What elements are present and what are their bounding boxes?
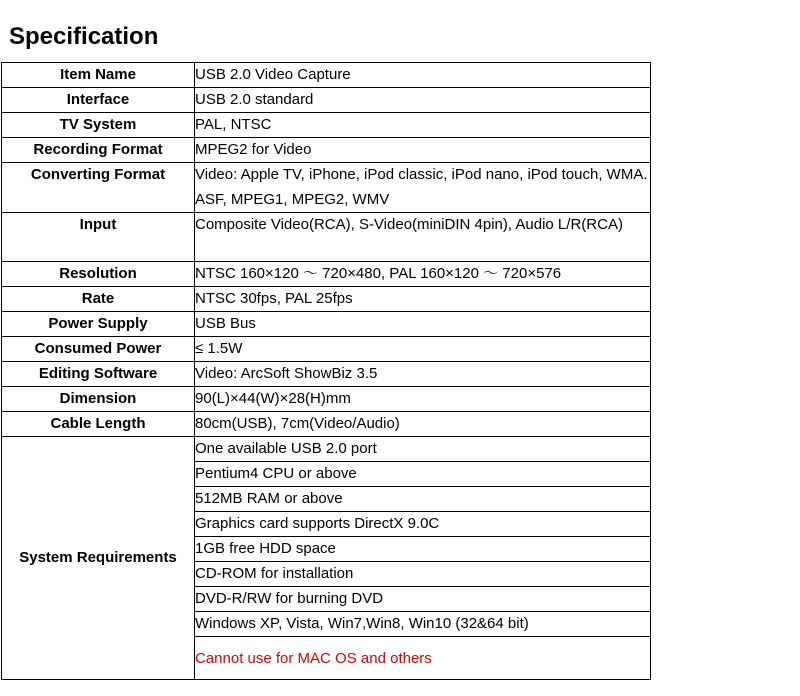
specification-table [1,62,651,680]
table-row [2,113,651,138]
requirement-item: One available USB 2.0 port [195,437,651,462]
requirement-item: DVD-R/RW for burning DVD [195,587,651,612]
spec-value: NTSC 30fps, PAL 25fps [195,287,651,312]
table-row [2,138,651,163]
spec-label: Recording Format [2,138,195,163]
requirement-item: 512MB RAM or above [195,487,651,512]
spec-label: TV System [2,113,195,138]
table-row [2,362,651,387]
system-requirements-label: System Requirements [2,437,195,680]
spec-label: Consumed Power [2,337,195,362]
table-row [2,387,651,412]
spec-value: ≤ 1.5W [195,337,651,362]
spec-value: Video: ArcSoft ShowBiz 3.5 [195,362,651,387]
spec-value: PAL, NTSC [195,113,651,138]
spec-label: Editing Software [2,362,195,387]
spec-label: Rate [2,287,195,312]
table-row [2,337,651,362]
table-row [2,412,651,437]
table-row [2,63,651,88]
requirement-item: 1GB free HDD space [195,537,651,562]
requirement-item: Pentium4 CPU or above [195,462,651,487]
table-row [2,437,651,462]
spec-label: Cable Length [2,412,195,437]
requirement-item: CD-ROM for installation [195,562,651,587]
table-row [2,312,651,337]
spec-label: Power Supply [2,312,195,337]
spec-label: Dimension [2,387,195,412]
table-row [2,88,651,113]
spec-value: Composite Video(RCA), S-Video(miniDIN 4pin), Audio L/R(RCA) [195,213,651,262]
spec-label: Converting Format [2,163,195,213]
spec-value: USB 2.0 standard [195,88,651,113]
table-row [2,287,651,312]
spec-value: 90(L)×44(W)×28(H)mm [195,387,651,412]
spec-value: MPEG2 for Video [195,138,651,163]
spec-label: Resolution [2,262,195,287]
page-title: Specification [9,23,159,50]
spec-value: USB Bus [195,312,651,337]
spec-value: USB 2.0 Video Capture [195,63,651,88]
spec-label: Input [2,213,195,262]
table-row [2,262,651,287]
spec-value: 80cm(USB), 7cm(Video/Audio) [195,412,651,437]
table-row [2,163,651,213]
requirement-item-os: Windows XP, Vista, Win7,Win8, Win10 (32&64 bit) [195,612,651,637]
table-row [2,213,651,262]
mac-warning-text: Cannot use for MAC OS and others [195,637,651,680]
requirement-item: Graphics card supports DirectX 9.0C [195,512,651,537]
spec-label: Interface [2,88,195,113]
spec-value: Video: Apple TV, iPhone, iPod classic, iPod nano, iPod touch, WMA. ASF, MPEG1, MPEG2, WMV [195,163,651,213]
spec-label: Item Name [2,63,195,88]
spec-value: NTSC 160×120 ～ 720×480, PAL 160×120 ～ 720×576 [195,262,651,287]
